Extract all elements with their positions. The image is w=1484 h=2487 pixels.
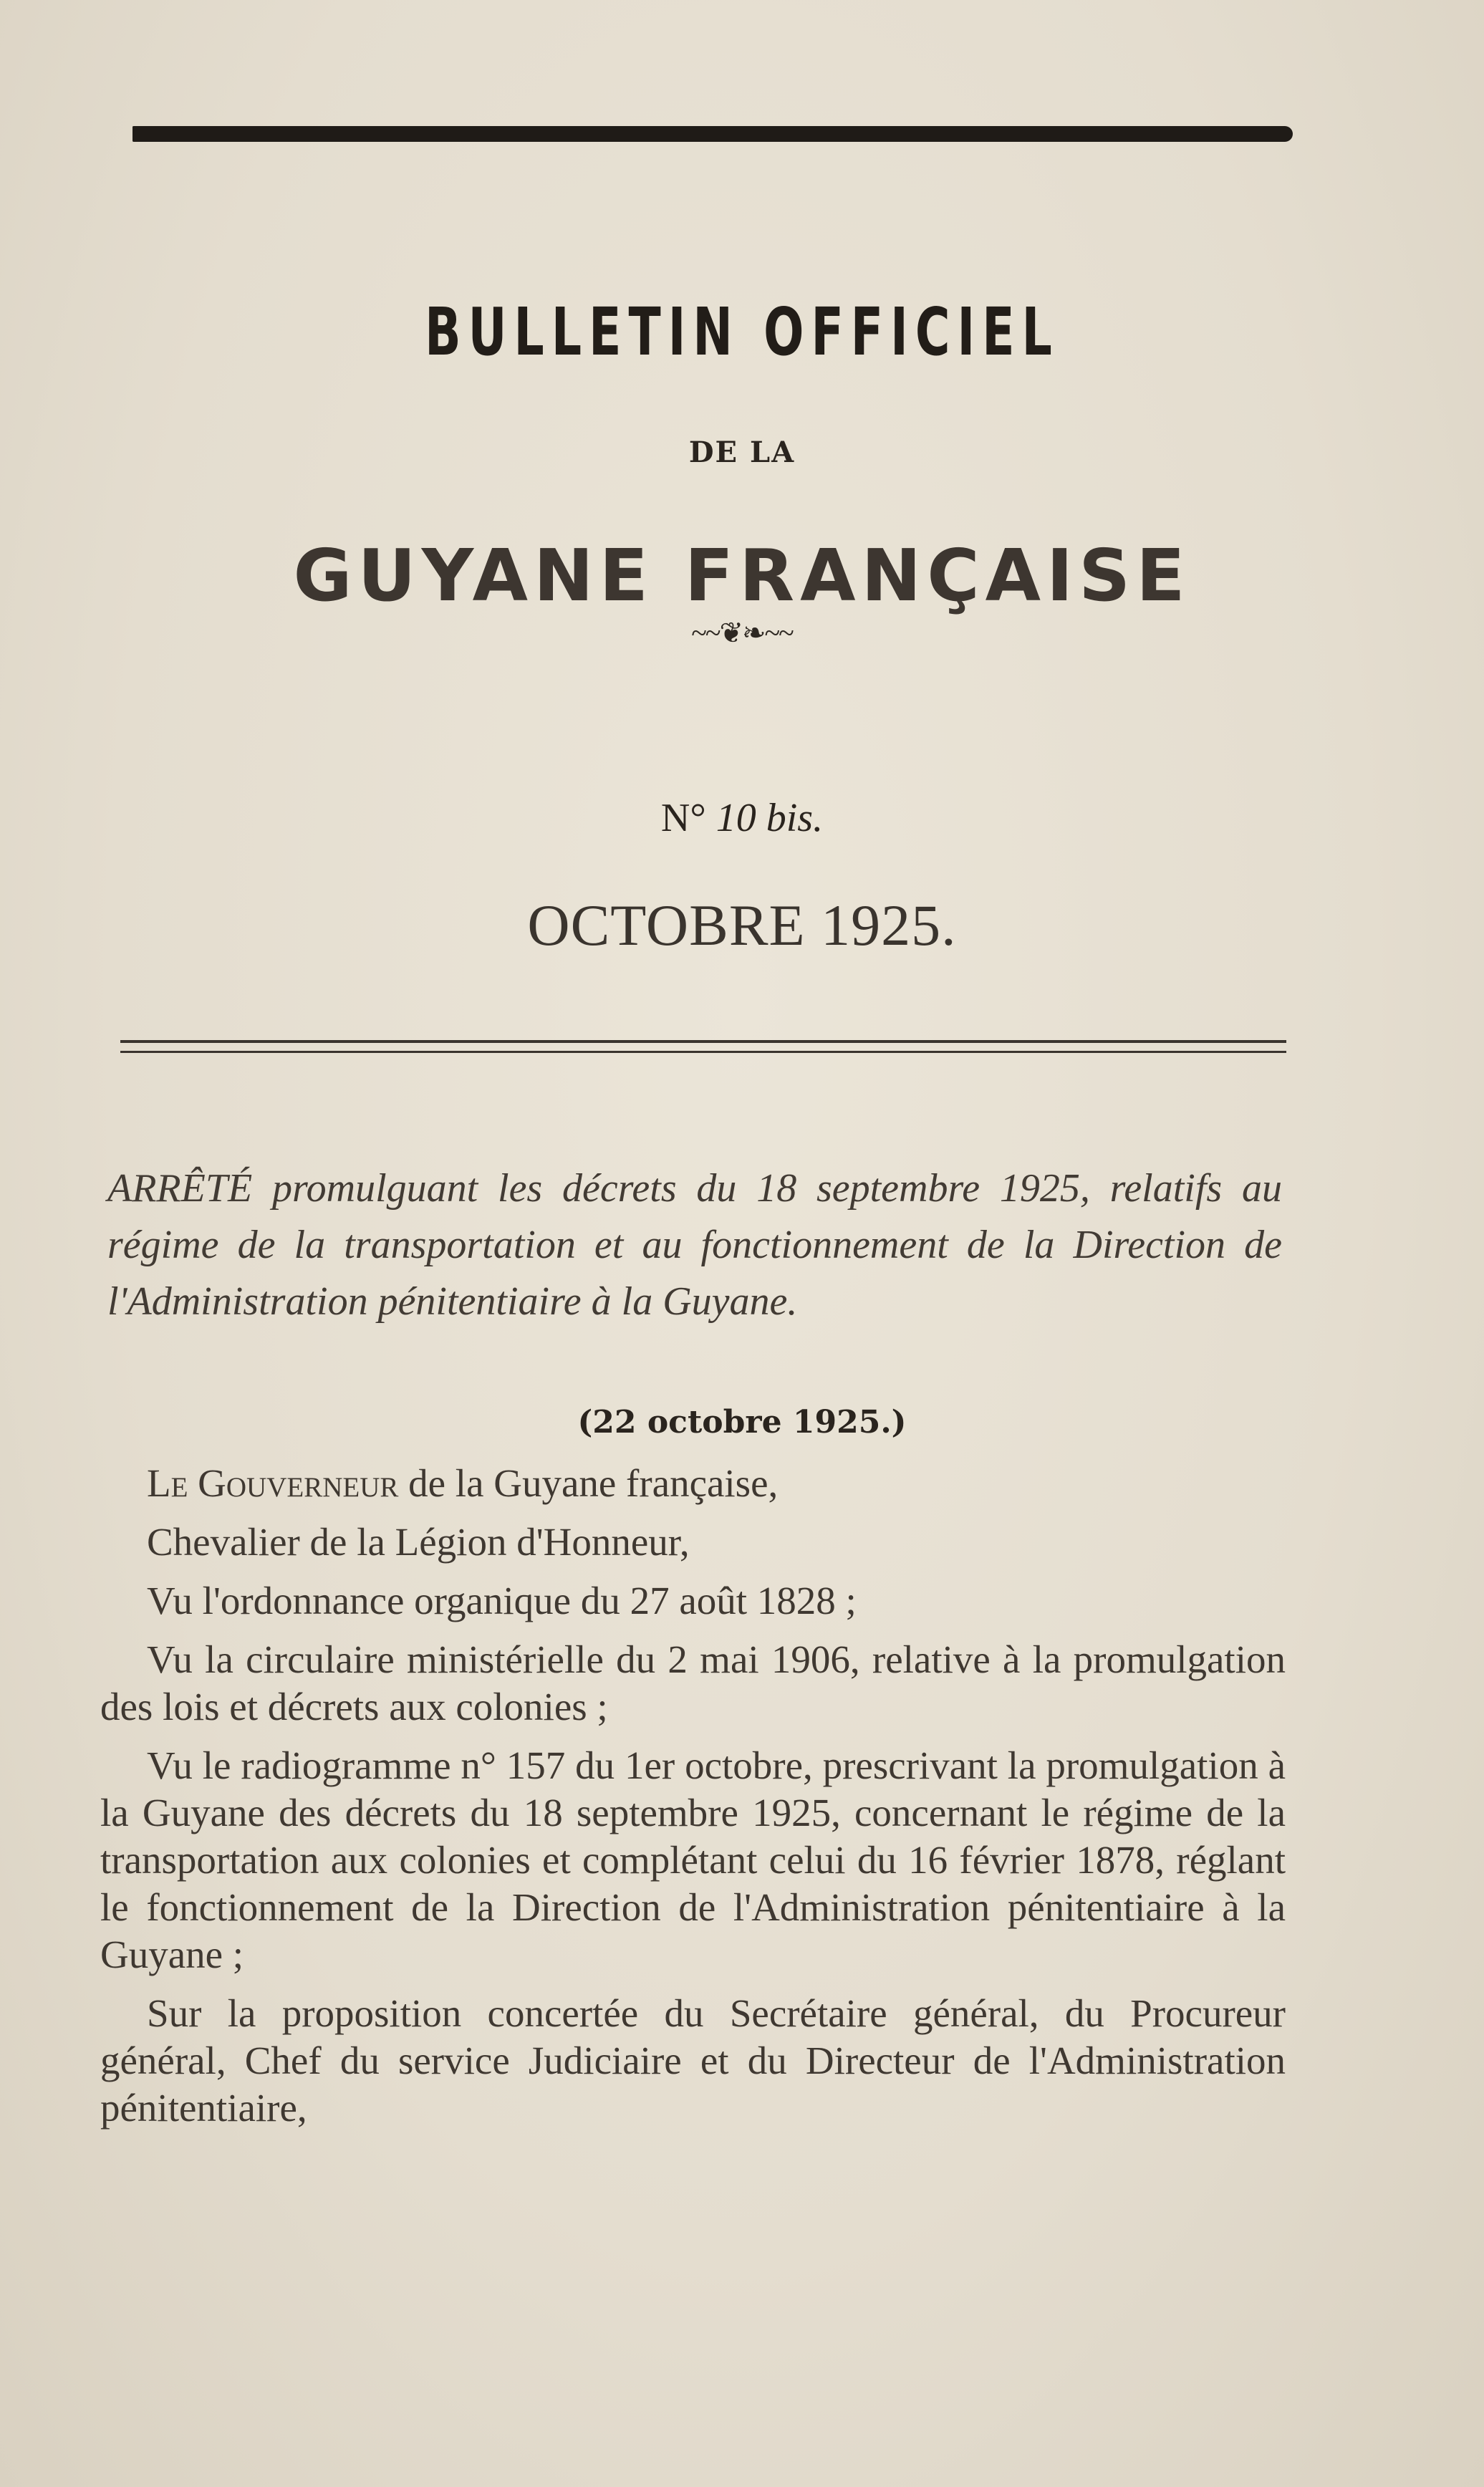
bulletin-title: BULLETIN OFFICIEL [425,294,1059,370]
honor-line: Chevalier de la Légion d'Honneur, [147,1520,690,1564]
arrete-date: (22 octobre 1925.) [577,1404,907,1440]
paragraph: Vu le radiogramme n° 157 du 1er octobre, prescrivant la promulgation à la Guyane des décrets du 18 septembre 1925, concernant le régime de la transportation aux colonies et complétant celui du 16 février 1878, réglant le fonctionnement de la Direction de l'Administration pénitentiaire à la Guyane ; [100,1743,1286,1976]
paragraph: Vu l'ordonnance organique du 27 août 1828 ; [147,1579,857,1622]
issue-number-prefix: N° [660,796,706,840]
double-rule [120,1040,1286,1053]
governor-rest: de la Guyane française, [398,1461,779,1505]
top-rule [132,126,1293,142]
body-text [100,1460,1286,2143]
issue-month-year: OCTOBRE 1925. [527,893,957,958]
issue-number-value: 10 bis. [716,796,824,840]
territory-title: GUYANE FRANÇAISE [293,534,1191,617]
governor-line [100,1460,1286,1507]
paragraph: Sur la proposition concertée du Secrétaire général, du Procureur général, Chef du service Judiciaire et du Directeur de l'Administration pénitentiaire, [100,1991,1286,2130]
ornament-divider: ~~❦❧~~ [691,617,793,649]
bulletin-subtitle: DE LA [688,436,796,469]
paragraph: Vu la circulaire ministérielle du 2 mai 1906, relative à la promulgation des lois et décrets aux colonies ; [100,1637,1286,1728]
governor-title: Le Gouverneur [147,1461,399,1505]
arrete-lead: ARRÊTÉ [107,1166,253,1211]
issue-number [0,795,1484,841]
arrete-heading [107,1160,1282,1330]
arrete-heading-text: promulguant les décrets du 18 septembre 1925, relatifs au régime de la transportation et au fonctionnement de la Direction de l'Administration pénitentiaire à la Guyane. [107,1166,1282,1324]
